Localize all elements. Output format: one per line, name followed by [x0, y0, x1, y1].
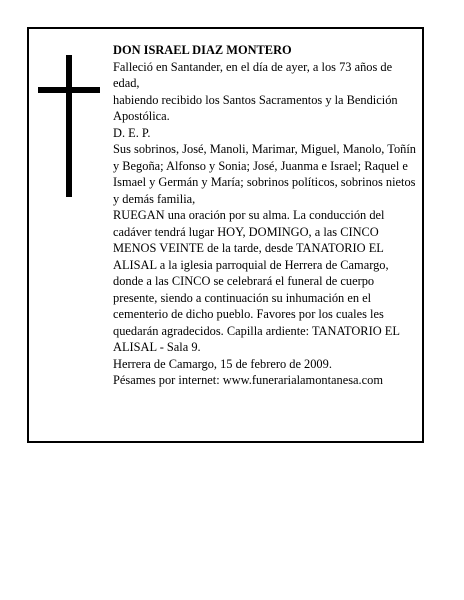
sacraments-line: habiendo recibido los Santos Sacramentos y la Bendición Apostólica.	[113, 92, 398, 123]
dep-line: D. E. P.	[113, 125, 151, 140]
family-list: Sus sobrinos, José, Manoli, Marimar, Miguel, Manolo, Toñín y Begoña; Alfonso y Sonia; José, Juanma e Israel; Raquel e Ismael y Germán y María; sobrinos políticos, sobrinos nietos y demás familia,	[113, 142, 417, 206]
condolences-line: Pésames por internet: www.funerarialamontanesa.com	[113, 373, 383, 387]
funeral-details: RUEGAN una oración por su alma. La conducción del cadáver tendrá lugar HOY, DOMINGO, a las CINCO MENOS VEINTE de la tarde, desde TANATORIO EL ALISAL a la iglesia parroquial de Herrera de Camargo, donde a las CINCO se celebrará el funeral de cuerpo presente, siendo a continuación su inhumación en el cementerio de dicho pueblo. Favores por los cuales les quedarán agradecidos. Capilla ardiente: TANATORIO EL ALISAL - Sala 9.	[113, 208, 400, 354]
latin-cross-icon	[38, 55, 100, 197]
notice-text	[113, 42, 421, 389]
obituary-notice	[27, 27, 424, 443]
cross-horizontal-bar	[38, 87, 100, 93]
place-date-line: Herrera de Camargo, 15 de febrero de 2009.	[113, 356, 332, 371]
deceased-name: DON ISRAEL DIAZ MONTERO	[113, 43, 292, 57]
death-announcement: Falleció en Santander, en el día de ayer, a los 73 años de edad,	[113, 59, 393, 90]
cross-vertical-bar	[66, 55, 72, 197]
